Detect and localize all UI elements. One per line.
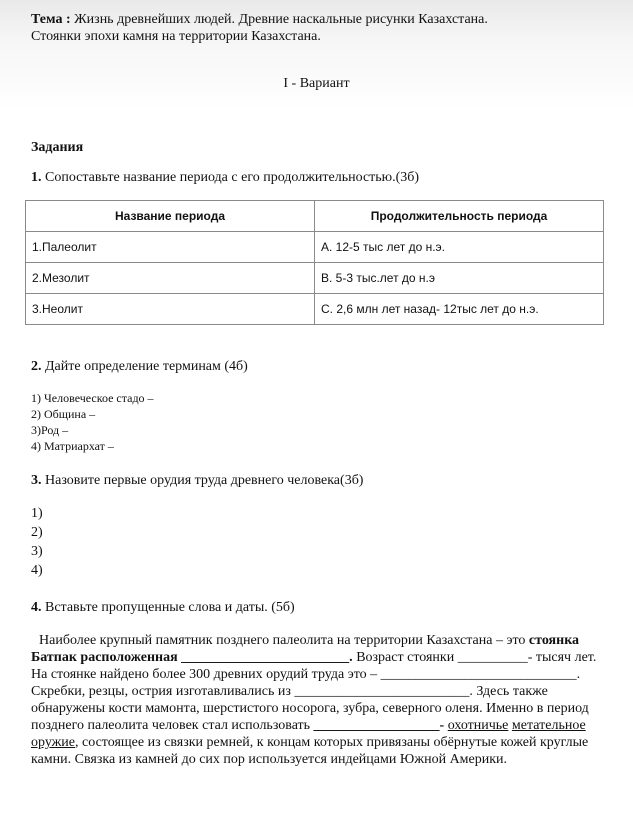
topic-line-2: Стоянки эпохи камня на территории Казахстана. xyxy=(31,29,321,44)
table-cell-duration: В. 5-3 тыс.лет до н.э xyxy=(315,263,604,294)
question-1 xyxy=(31,170,419,186)
paragraph-part: , состоящее из связки ремней, к концам которых привязаны обёрнутые кожей круглые камни. Связка из камней до сих пор используется индейцами Южной Америки. xyxy=(31,735,589,767)
question-4-number: 4. xyxy=(31,600,42,615)
table-cell-period: 1.Палеолит xyxy=(26,232,315,263)
table-header-row xyxy=(26,201,604,232)
list-item: 1) xyxy=(31,506,43,521)
table-cell-duration: А. 12-5 тыс лет до н.э. xyxy=(315,232,604,263)
question-4-text: Вставьте пропущенные слова и даты. (5б) xyxy=(45,600,295,615)
list-item: 4) xyxy=(31,563,43,578)
list-item: 2) Община – xyxy=(31,407,96,421)
table-row xyxy=(26,263,604,294)
question-1-number: 1. xyxy=(31,170,42,185)
paragraph-part: Возраст стоянки __________- тысяч лет. xyxy=(356,650,597,665)
list-item: 4) Матриархат – xyxy=(31,439,114,453)
table-cell-duration: С. 2,6 млн лет назад- 12тыс лет до н.э. xyxy=(315,294,604,325)
paragraph-part: На стоянке найдено более 300 древних орудий труда это – ____________________________. Скребки, резцы, острия изготавливались из _________________________. Здесь также обнаружены кости мамонта, шерстистого носорога, зубра, северного оленя. Именно в период позднего палеолита человек стал использовать xyxy=(31,667,589,733)
topic-line-1: Жизнь древнейших людей. Древние наскальные рисунки Казахстана. xyxy=(74,12,488,27)
topic-label: Тема : xyxy=(31,12,71,27)
tools-list xyxy=(31,504,43,580)
table-row xyxy=(26,294,604,325)
paragraph-part-underlined: метательное оружие xyxy=(31,718,586,750)
table-cell-period: 3.Неолит xyxy=(26,294,315,325)
question-3 xyxy=(31,473,363,489)
question-3-number: 3. xyxy=(31,473,42,488)
term-list xyxy=(31,390,154,454)
question-1-text: Сопоставьте название периода с его продолжительностью.(3б) xyxy=(45,170,420,185)
question-2 xyxy=(31,359,248,375)
paragraph-part-bold: стоянка Батпак расположенная ________________________. xyxy=(31,633,580,665)
list-item: 2) xyxy=(31,525,43,540)
question-3-text: Назовите первые орудия труда древнего человека(3б) xyxy=(45,473,364,488)
table-header-period: Название периода xyxy=(26,201,315,232)
topic xyxy=(31,11,488,45)
variant-heading: I - Вариант xyxy=(283,76,350,91)
question-4 xyxy=(31,600,295,616)
paragraph-blank-bold: __________________- xyxy=(313,718,445,733)
table-cell-period: 2.Мезолит xyxy=(26,263,315,294)
paragraph-part: Наиболее крупный памятник позднего палеолита на территории Казахстана – это xyxy=(39,633,526,648)
list-item: 3)Род – xyxy=(31,423,69,437)
list-item: 1) Человеческое стадо – xyxy=(31,391,154,405)
table-header-duration: Продолжительность периода xyxy=(315,201,604,232)
table-row xyxy=(26,232,604,263)
fill-in-paragraph xyxy=(31,632,601,768)
periods-table xyxy=(25,200,604,325)
list-item: 3) xyxy=(31,544,43,559)
question-2-number: 2. xyxy=(31,359,42,374)
question-2-text: Дайте определение терминам (4б) xyxy=(45,359,248,374)
paragraph-part-underlined: охотничье xyxy=(447,718,509,733)
tasks-heading: Задания xyxy=(31,140,84,155)
